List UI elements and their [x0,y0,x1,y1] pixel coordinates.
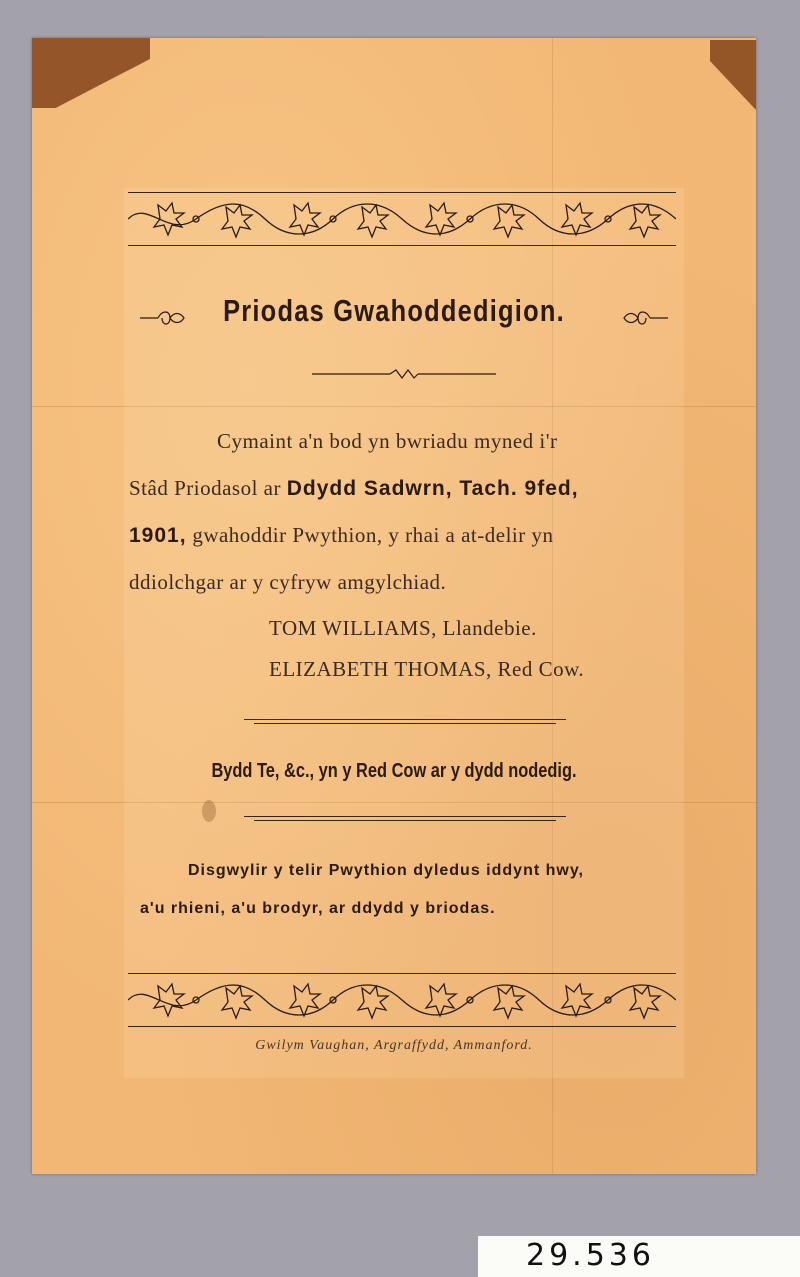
flourish-right-icon [620,310,668,326]
printer-credit: Gwilym Vaughan, Argraffydd, Ammanford. [255,1038,533,1053]
vine-ornament-icon [128,193,676,245]
double-rule [244,816,566,817]
paragraph-line-2a: Stâd Priodasol ar [129,476,287,500]
tape-corner-left [32,38,150,108]
paragraph-line-4: ddiolchgar ar y cyfryw amgylchiad. [129,570,447,594]
vine-ornament-icon [128,974,676,1026]
double-rule [254,820,556,821]
bride-name: ELIZABETH THOMAS, Red Cow. [269,657,585,681]
stain [202,800,216,822]
paragraph-line-1: Cymaint a'n bod yn bwriadu myned i'r [217,429,558,453]
tape-corner-right [710,40,756,110]
wedding-year: 1901, [129,524,187,547]
expectation-line-1: Disgwylir y telir Pwythion dyledus iddynt hwy, [188,862,584,879]
double-rule [244,719,566,720]
wedding-date: Ddydd Sadwrn, Tach. 9fed, [286,477,579,500]
groom-name: TOM WILLIAMS, Llandebie. [269,616,537,640]
ornament-border-top [128,192,676,246]
expectation-line-2: a'u rhieni, a'u brodyr, ar ddydd y briodas. [140,900,496,917]
title-divider [312,368,496,380]
paragraph-line-3b: gwahoddir Pwythion, y rhai a at-delir yn [186,523,554,547]
accession-number: 29.536 [526,1238,655,1273]
invitation-paragraph [129,418,679,606]
ornament-border-bottom [128,973,676,1027]
tea-notice: Bydd Te, &c., yn y Red Cow ar y dydd nodedig. [211,760,577,782]
invitation-sheet [32,38,756,1174]
invitation-title: Priodas Gwahoddedigion. [223,293,565,328]
accession-label [478,1236,800,1277]
double-rule [254,723,556,724]
